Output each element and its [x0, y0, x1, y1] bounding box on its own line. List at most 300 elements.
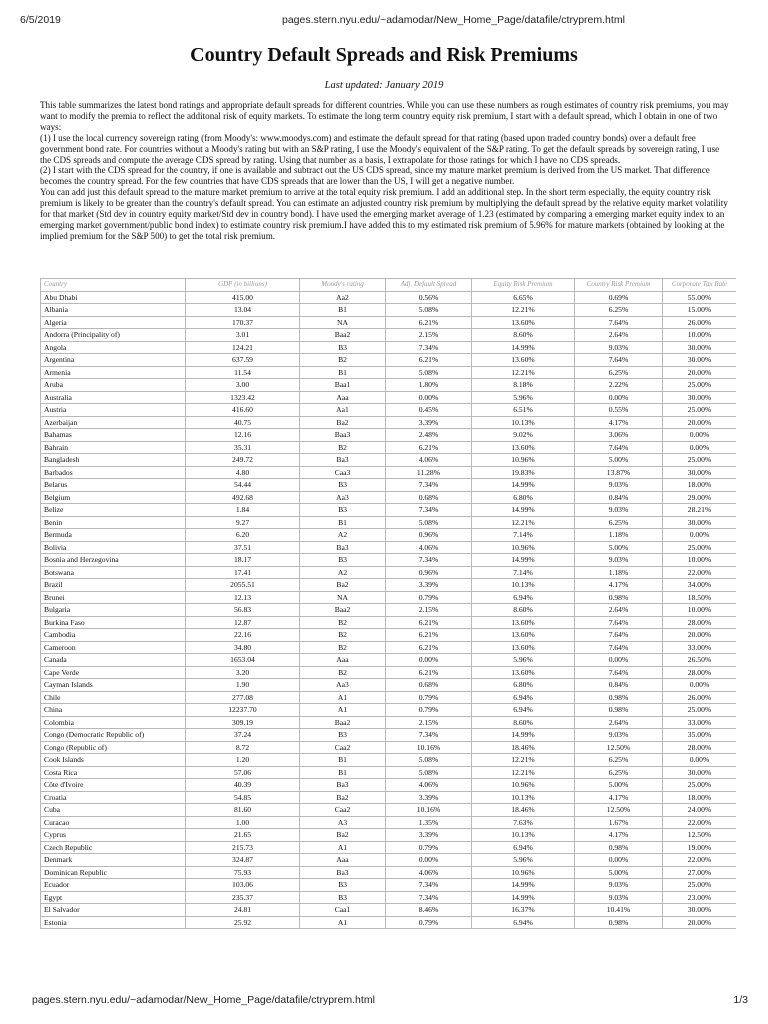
cell-country: Andorra (Principality of) [41, 329, 186, 342]
cell-gdp: 25.92 [186, 916, 300, 929]
cell-tax-rate: 25.00% [663, 404, 737, 417]
cell-country: Congo (Democratic Republic of) [41, 729, 186, 742]
cell-country: Canada [41, 654, 186, 667]
cell-rating: NA [300, 316, 386, 329]
table-row [41, 429, 737, 442]
cell-country-risk-premium: 4.17% [575, 829, 663, 842]
intro-paragraph: This table summarizes the latest bond ratings and appropriate default spreads for different countries. While you can use these numbers as rough estimates of country risk premiums, you may want to modify the premia to reflect the additonal risk of equity markets. To estimate the long term country equity risk premium, I start with a default spread, which I obtain in one of two ways: [40, 100, 729, 132]
cell-country-risk-premium: 7.64% [575, 629, 663, 642]
cell-gdp: 1.00 [186, 816, 300, 829]
cell-country: Belize [41, 504, 186, 517]
cell-tax-rate: 25.00% [663, 379, 737, 392]
table-row [41, 904, 737, 917]
cell-country: Bulgaria [41, 604, 186, 617]
cell-default-spread: 5.08% [386, 366, 472, 379]
cell-tax-rate: 18.00% [663, 479, 737, 492]
table-row [41, 579, 737, 592]
cell-rating: Caa3 [300, 466, 386, 479]
cell-equity-risk-premium: 13.60% [472, 354, 575, 367]
cell-country: Brazil [41, 579, 186, 592]
cell-country-risk-premium: 1.18% [575, 566, 663, 579]
cell-equity-risk-premium: 5.96% [472, 654, 575, 667]
cell-tax-rate: 10.00% [663, 329, 737, 342]
cell-equity-risk-premium: 8.60% [472, 604, 575, 617]
table-row [41, 691, 737, 704]
cell-rating: Caa1 [300, 904, 386, 917]
cell-country-risk-premium: 0.98% [575, 841, 663, 854]
table-row [41, 629, 737, 642]
cell-country: Dominican Republic [41, 866, 186, 879]
cell-gdp: 75.93 [186, 866, 300, 879]
cell-default-spread: 0.79% [386, 841, 472, 854]
cell-gdp: 3.01 [186, 329, 300, 342]
cell-equity-risk-premium: 6.94% [472, 916, 575, 929]
cell-country: Burkina Faso [41, 616, 186, 629]
cell-default-spread: 2.15% [386, 716, 472, 729]
table-row [41, 554, 737, 567]
cell-equity-risk-premium: 6.94% [472, 591, 575, 604]
cell-tax-rate: 23.00% [663, 891, 737, 904]
cell-rating: B1 [300, 304, 386, 317]
cell-rating: NA [300, 591, 386, 604]
cell-equity-risk-premium: 7.14% [472, 566, 575, 579]
cell-rating: B1 [300, 516, 386, 529]
cell-country-risk-premium: 7.64% [575, 316, 663, 329]
cell-country-risk-premium: 5.00% [575, 454, 663, 467]
cell-country: Costa Rica [41, 766, 186, 779]
cell-default-spread: 0.00% [386, 391, 472, 404]
cell-rating: A2 [300, 566, 386, 579]
cell-country: Albania [41, 304, 186, 317]
cell-country-risk-premium: 7.64% [575, 641, 663, 654]
cell-country: Belgium [41, 491, 186, 504]
cell-country-risk-premium: 5.00% [575, 541, 663, 554]
cell-rating: Aaa [300, 854, 386, 867]
cell-country-risk-premium: 6.25% [575, 304, 663, 317]
cell-country-risk-premium: 0.84% [575, 491, 663, 504]
cell-country: Curacao [41, 816, 186, 829]
cell-equity-risk-premium: 8.60% [472, 716, 575, 729]
cell-rating: Baa2 [300, 329, 386, 342]
cell-gdp: 215.73 [186, 841, 300, 854]
cell-equity-risk-premium: 14.99% [472, 504, 575, 517]
cell-tax-rate: 30.00% [663, 516, 737, 529]
cell-tax-rate: 24.00% [663, 804, 737, 817]
table-row [41, 766, 737, 779]
cell-equity-risk-premium: 19.83% [472, 466, 575, 479]
cell-gdp: 40.39 [186, 779, 300, 792]
cell-country-risk-premium: 2.64% [575, 604, 663, 617]
cell-default-spread: 1.80% [386, 379, 472, 392]
cell-rating: Caa2 [300, 741, 386, 754]
cell-rating: A1 [300, 916, 386, 929]
cell-equity-risk-premium: 10.96% [472, 541, 575, 554]
cell-default-spread: 0.56% [386, 291, 472, 304]
table-row [41, 441, 737, 454]
table-row [41, 829, 737, 842]
cell-gdp: 12.13 [186, 591, 300, 604]
cell-default-spread: 0.68% [386, 679, 472, 692]
cell-equity-risk-premium: 18.46% [472, 741, 575, 754]
cell-gdp: 2055.51 [186, 579, 300, 592]
cell-country: Estonia [41, 916, 186, 929]
cell-equity-risk-premium: 10.96% [472, 454, 575, 467]
cell-equity-risk-premium: 6.51% [472, 404, 575, 417]
cell-tax-rate: 20.00% [663, 629, 737, 642]
cell-country: Czech Republic [41, 841, 186, 854]
cell-country: Cambodia [41, 629, 186, 642]
cell-rating: A1 [300, 704, 386, 717]
print-footer [20, 994, 748, 1008]
cell-tax-rate: 20.00% [663, 416, 737, 429]
cell-rating: B2 [300, 629, 386, 642]
cell-default-spread: 6.21% [386, 629, 472, 642]
cell-gdp: 37.24 [186, 729, 300, 742]
cell-equity-risk-premium: 13.60% [472, 616, 575, 629]
cell-country-risk-premium: 2.64% [575, 329, 663, 342]
cell-country-risk-premium: 4.17% [575, 791, 663, 804]
cell-tax-rate: 34.00% [663, 579, 737, 592]
cell-country-risk-premium: 9.03% [575, 341, 663, 354]
cell-equity-risk-premium: 10.13% [472, 579, 575, 592]
cell-gdp: 637.59 [186, 354, 300, 367]
cell-default-spread: 7.34% [386, 341, 472, 354]
cell-rating: Aaa [300, 391, 386, 404]
cell-default-spread: 7.34% [386, 479, 472, 492]
cell-rating: B2 [300, 666, 386, 679]
table-row [41, 791, 737, 804]
page-title: Country Default Spreads and Risk Premiums [190, 44, 578, 66]
cell-country-risk-premium: 1.67% [575, 816, 663, 829]
cell-country-risk-premium: 10.41% [575, 904, 663, 917]
table-row [41, 679, 737, 692]
cell-tax-rate: 15.00% [663, 304, 737, 317]
cell-equity-risk-premium: 10.96% [472, 866, 575, 879]
cell-tax-rate: 25.00% [663, 541, 737, 554]
cell-country: Bahamas [41, 429, 186, 442]
table-row [41, 391, 737, 404]
cell-equity-risk-premium: 12.21% [472, 754, 575, 767]
cell-default-spread: 4.06% [386, 454, 472, 467]
cell-equity-risk-premium: 10.13% [472, 829, 575, 842]
cell-equity-risk-premium: 7.14% [472, 529, 575, 542]
cell-gdp: 6.20 [186, 529, 300, 542]
cell-gdp: 35.31 [186, 441, 300, 454]
cell-tax-rate: 29.00% [663, 491, 737, 504]
cell-rating: A1 [300, 691, 386, 704]
cell-rating: Aaa [300, 654, 386, 667]
table-row [41, 466, 737, 479]
cell-rating: Ba2 [300, 416, 386, 429]
cell-equity-risk-premium: 6.94% [472, 841, 575, 854]
cell-equity-risk-premium: 12.21% [472, 766, 575, 779]
cell-gdp: 18.17 [186, 554, 300, 567]
cell-equity-risk-premium: 14.99% [472, 479, 575, 492]
table-row [41, 454, 737, 467]
cell-rating: B1 [300, 754, 386, 767]
cell-country-risk-premium: 5.00% [575, 779, 663, 792]
cell-default-spread: 2.15% [386, 604, 472, 617]
cell-tax-rate: 12.50% [663, 829, 737, 842]
cell-tax-rate: 28.21% [663, 504, 737, 517]
cell-equity-risk-premium: 8.60% [472, 329, 575, 342]
cell-country-risk-premium: 6.25% [575, 766, 663, 779]
cell-rating: B3 [300, 729, 386, 742]
cell-country: Cook Islands [41, 754, 186, 767]
cell-tax-rate: 55.00% [663, 291, 737, 304]
table-row [41, 516, 737, 529]
cell-country-risk-premium: 2.64% [575, 716, 663, 729]
table-row [41, 841, 737, 854]
cell-country: Cameroon [41, 641, 186, 654]
cell-tax-rate: 26.50% [663, 654, 737, 667]
cell-default-spread: 6.21% [386, 354, 472, 367]
cell-rating: B3 [300, 479, 386, 492]
cell-country: Cyprus [41, 829, 186, 842]
cell-country: Bahrain [41, 441, 186, 454]
table-row [41, 891, 737, 904]
cell-default-spread: 3.39% [386, 829, 472, 842]
cell-country: El Salvador [41, 904, 186, 917]
cell-tax-rate: 28.00% [663, 616, 737, 629]
cell-country-risk-premium: 0.00% [575, 391, 663, 404]
cell-tax-rate: 25.00% [663, 779, 737, 792]
table-body [41, 291, 737, 929]
table-row [41, 404, 737, 417]
cell-rating: B3 [300, 341, 386, 354]
cell-default-spread: 7.34% [386, 891, 472, 904]
cell-equity-risk-premium: 5.96% [472, 854, 575, 867]
cell-tax-rate: 33.00% [663, 716, 737, 729]
cell-tax-rate: 30.00% [663, 354, 737, 367]
intro-text [40, 100, 730, 242]
table-row [41, 816, 737, 829]
column-header-tax-rate: Corporate Tax Rate [663, 279, 737, 292]
cell-rating: B1 [300, 766, 386, 779]
cell-country-risk-premium: 0.84% [575, 679, 663, 692]
cell-country-risk-premium: 0.55% [575, 404, 663, 417]
cell-default-spread: 0.79% [386, 591, 472, 604]
cell-rating: A1 [300, 841, 386, 854]
cell-gdp: 24.81 [186, 904, 300, 917]
cell-country-risk-premium: 0.98% [575, 916, 663, 929]
cell-tax-rate: 10.00% [663, 554, 737, 567]
cell-tax-rate: 18.00% [663, 791, 737, 804]
cell-country: Austria [41, 404, 186, 417]
cell-default-spread: 7.34% [386, 729, 472, 742]
cell-country: Congo (Republic of) [41, 741, 186, 754]
cell-equity-risk-premium: 10.13% [472, 416, 575, 429]
cell-country: Belarus [41, 479, 186, 492]
cell-country: Cape Verde [41, 666, 186, 679]
cell-gdp: 1.84 [186, 504, 300, 517]
cell-equity-risk-premium: 14.99% [472, 879, 575, 892]
cell-country: Bolivia [41, 541, 186, 554]
cell-default-spread: 7.34% [386, 504, 472, 517]
table-row [41, 316, 737, 329]
cell-rating: Baa1 [300, 379, 386, 392]
cell-default-spread: 5.08% [386, 304, 472, 317]
cell-country-risk-premium: 0.00% [575, 654, 663, 667]
cell-default-spread: 6.21% [386, 641, 472, 654]
cell-tax-rate: 0.00% [663, 754, 737, 767]
cell-gdp: 324.87 [186, 854, 300, 867]
cell-rating: Ba2 [300, 829, 386, 842]
cell-country: Brunei [41, 591, 186, 604]
table-header-row [41, 279, 737, 292]
table-row [41, 304, 737, 317]
cell-gdp: 40.75 [186, 416, 300, 429]
cell-country: Azerbaijan [41, 416, 186, 429]
print-url: pages.stern.nyu.edu/~adamodar/New_Home_Page/datafile/ctryprem.html [282, 14, 625, 26]
cell-rating: B1 [300, 366, 386, 379]
cell-rating: B2 [300, 616, 386, 629]
cell-country-risk-premium: 6.25% [575, 366, 663, 379]
cell-tax-rate: 22.00% [663, 566, 737, 579]
cell-country: Botswana [41, 566, 186, 579]
print-date: 6/5/2019 [20, 14, 61, 26]
cell-tax-rate: 30.00% [663, 341, 737, 354]
cell-country-risk-premium: 12.50% [575, 804, 663, 817]
cell-country: Aruba [41, 379, 186, 392]
cell-country: Benin [41, 516, 186, 529]
table-row [41, 641, 737, 654]
cell-tax-rate: 27.00% [663, 866, 737, 879]
last-updated: Last updated: January 2019 [324, 80, 444, 91]
cell-gdp: 17.41 [186, 566, 300, 579]
cell-country: Bosnia and Herzegovina [41, 554, 186, 567]
cell-default-spread: 6.21% [386, 441, 472, 454]
cell-default-spread: 0.96% [386, 529, 472, 542]
cell-country-risk-premium: 0.69% [575, 291, 663, 304]
cell-equity-risk-premium: 10.13% [472, 791, 575, 804]
cell-tax-rate: 22.00% [663, 816, 737, 829]
cell-equity-risk-premium: 14.99% [472, 341, 575, 354]
cell-equity-risk-premium: 8.18% [472, 379, 575, 392]
cell-country-risk-premium: 0.98% [575, 591, 663, 604]
cell-default-spread: 0.00% [386, 854, 472, 867]
cell-tax-rate: 25.00% [663, 454, 737, 467]
cell-equity-risk-premium: 6.80% [472, 491, 575, 504]
cell-equity-risk-premium: 14.99% [472, 729, 575, 742]
cell-tax-rate: 30.00% [663, 466, 737, 479]
cell-tax-rate: 30.00% [663, 904, 737, 917]
cell-tax-rate: 35.00% [663, 729, 737, 742]
cell-country-risk-premium: 9.03% [575, 729, 663, 742]
cell-rating: Ba3 [300, 541, 386, 554]
cell-rating: A2 [300, 529, 386, 542]
cell-country: Ecuador [41, 879, 186, 892]
cell-tax-rate: 10.00% [663, 604, 737, 617]
cell-country-risk-premium: 7.64% [575, 616, 663, 629]
cell-default-spread: 10.16% [386, 741, 472, 754]
cell-country-risk-premium: 7.64% [575, 354, 663, 367]
cell-default-spread: 5.08% [386, 754, 472, 767]
table-row [41, 491, 737, 504]
cell-rating: B3 [300, 891, 386, 904]
cell-gdp: 54.85 [186, 791, 300, 804]
cell-tax-rate: 20.00% [663, 366, 737, 379]
table-row [41, 379, 737, 392]
cell-equity-risk-premium: 18.46% [472, 804, 575, 817]
cell-default-spread: 6.21% [386, 616, 472, 629]
cell-tax-rate: 26.00% [663, 316, 737, 329]
table-row [41, 654, 737, 667]
column-header-rating: Moody's rating [300, 279, 386, 292]
cell-country-risk-premium: 9.03% [575, 504, 663, 517]
cell-country: Colombia [41, 716, 186, 729]
cell-country-risk-premium: 6.25% [575, 754, 663, 767]
table-row [41, 416, 737, 429]
table-row [41, 591, 737, 604]
table-row [41, 341, 737, 354]
cell-country: Argentina [41, 354, 186, 367]
cell-rating: Aa3 [300, 679, 386, 692]
cell-equity-risk-premium: 9.02% [472, 429, 575, 442]
cell-equity-risk-premium: 12.21% [472, 516, 575, 529]
table-row [41, 354, 737, 367]
cell-country: Australia [41, 391, 186, 404]
table-row [41, 866, 737, 879]
cell-rating: Ba2 [300, 791, 386, 804]
cell-rating: Baa3 [300, 429, 386, 442]
table-row [41, 479, 737, 492]
cell-tax-rate: 28.00% [663, 666, 737, 679]
table-row [41, 329, 737, 342]
cell-default-spread: 3.39% [386, 791, 472, 804]
cell-equity-risk-premium: 13.60% [472, 666, 575, 679]
cell-country-risk-premium: 9.03% [575, 891, 663, 904]
cell-default-spread: 5.08% [386, 516, 472, 529]
cell-gdp: 12237.70 [186, 704, 300, 717]
country-risk-table [40, 278, 736, 929]
cell-default-spread: 0.45% [386, 404, 472, 417]
cell-tax-rate: 19.00% [663, 841, 737, 854]
cell-gdp: 415.00 [186, 291, 300, 304]
cell-gdp: 12.16 [186, 429, 300, 442]
cell-rating: Aa3 [300, 491, 386, 504]
cell-country-risk-premium: 1.18% [575, 529, 663, 542]
cell-gdp: 56.83 [186, 604, 300, 617]
country-risk-table-container [40, 278, 736, 990]
cell-default-spread: 0.00% [386, 654, 472, 667]
cell-default-spread: 7.34% [386, 554, 472, 567]
table-row [41, 854, 737, 867]
cell-default-spread: 7.34% [386, 879, 472, 892]
cell-gdp: 22.16 [186, 629, 300, 642]
cell-gdp: 103.06 [186, 879, 300, 892]
cell-tax-rate: 20.00% [663, 916, 737, 929]
cell-gdp: 13.04 [186, 304, 300, 317]
cell-country-risk-premium: 7.64% [575, 441, 663, 454]
table-row [41, 566, 737, 579]
cell-tax-rate: 22.00% [663, 854, 737, 867]
cell-rating: B3 [300, 554, 386, 567]
cell-default-spread: 3.39% [386, 416, 472, 429]
intro-paragraph: (2) I start with the CDS spread for the country, if one is available and subtract out the US CDS spread, since my mature market premium is derived from the US market. That difference becomes the country spread. For the few countries that have CDS spreads that are lower than the US, I will get a negative number. [40, 165, 710, 187]
table-row [41, 529, 737, 542]
footer-url: pages.stern.nyu.edu/~adamodar/New_Home_Page/datafile/ctryprem.html [32, 994, 375, 1006]
cell-gdp: 1.90 [186, 679, 300, 692]
cell-rating: B2 [300, 641, 386, 654]
cell-gdp: 3.00 [186, 379, 300, 392]
cell-tax-rate: 18.50% [663, 591, 737, 604]
cell-tax-rate: 25.00% [663, 704, 737, 717]
cell-country-risk-premium: 9.03% [575, 554, 663, 567]
cell-gdp: 54.44 [186, 479, 300, 492]
cell-gdp: 170.37 [186, 316, 300, 329]
cell-rating: B2 [300, 441, 386, 454]
